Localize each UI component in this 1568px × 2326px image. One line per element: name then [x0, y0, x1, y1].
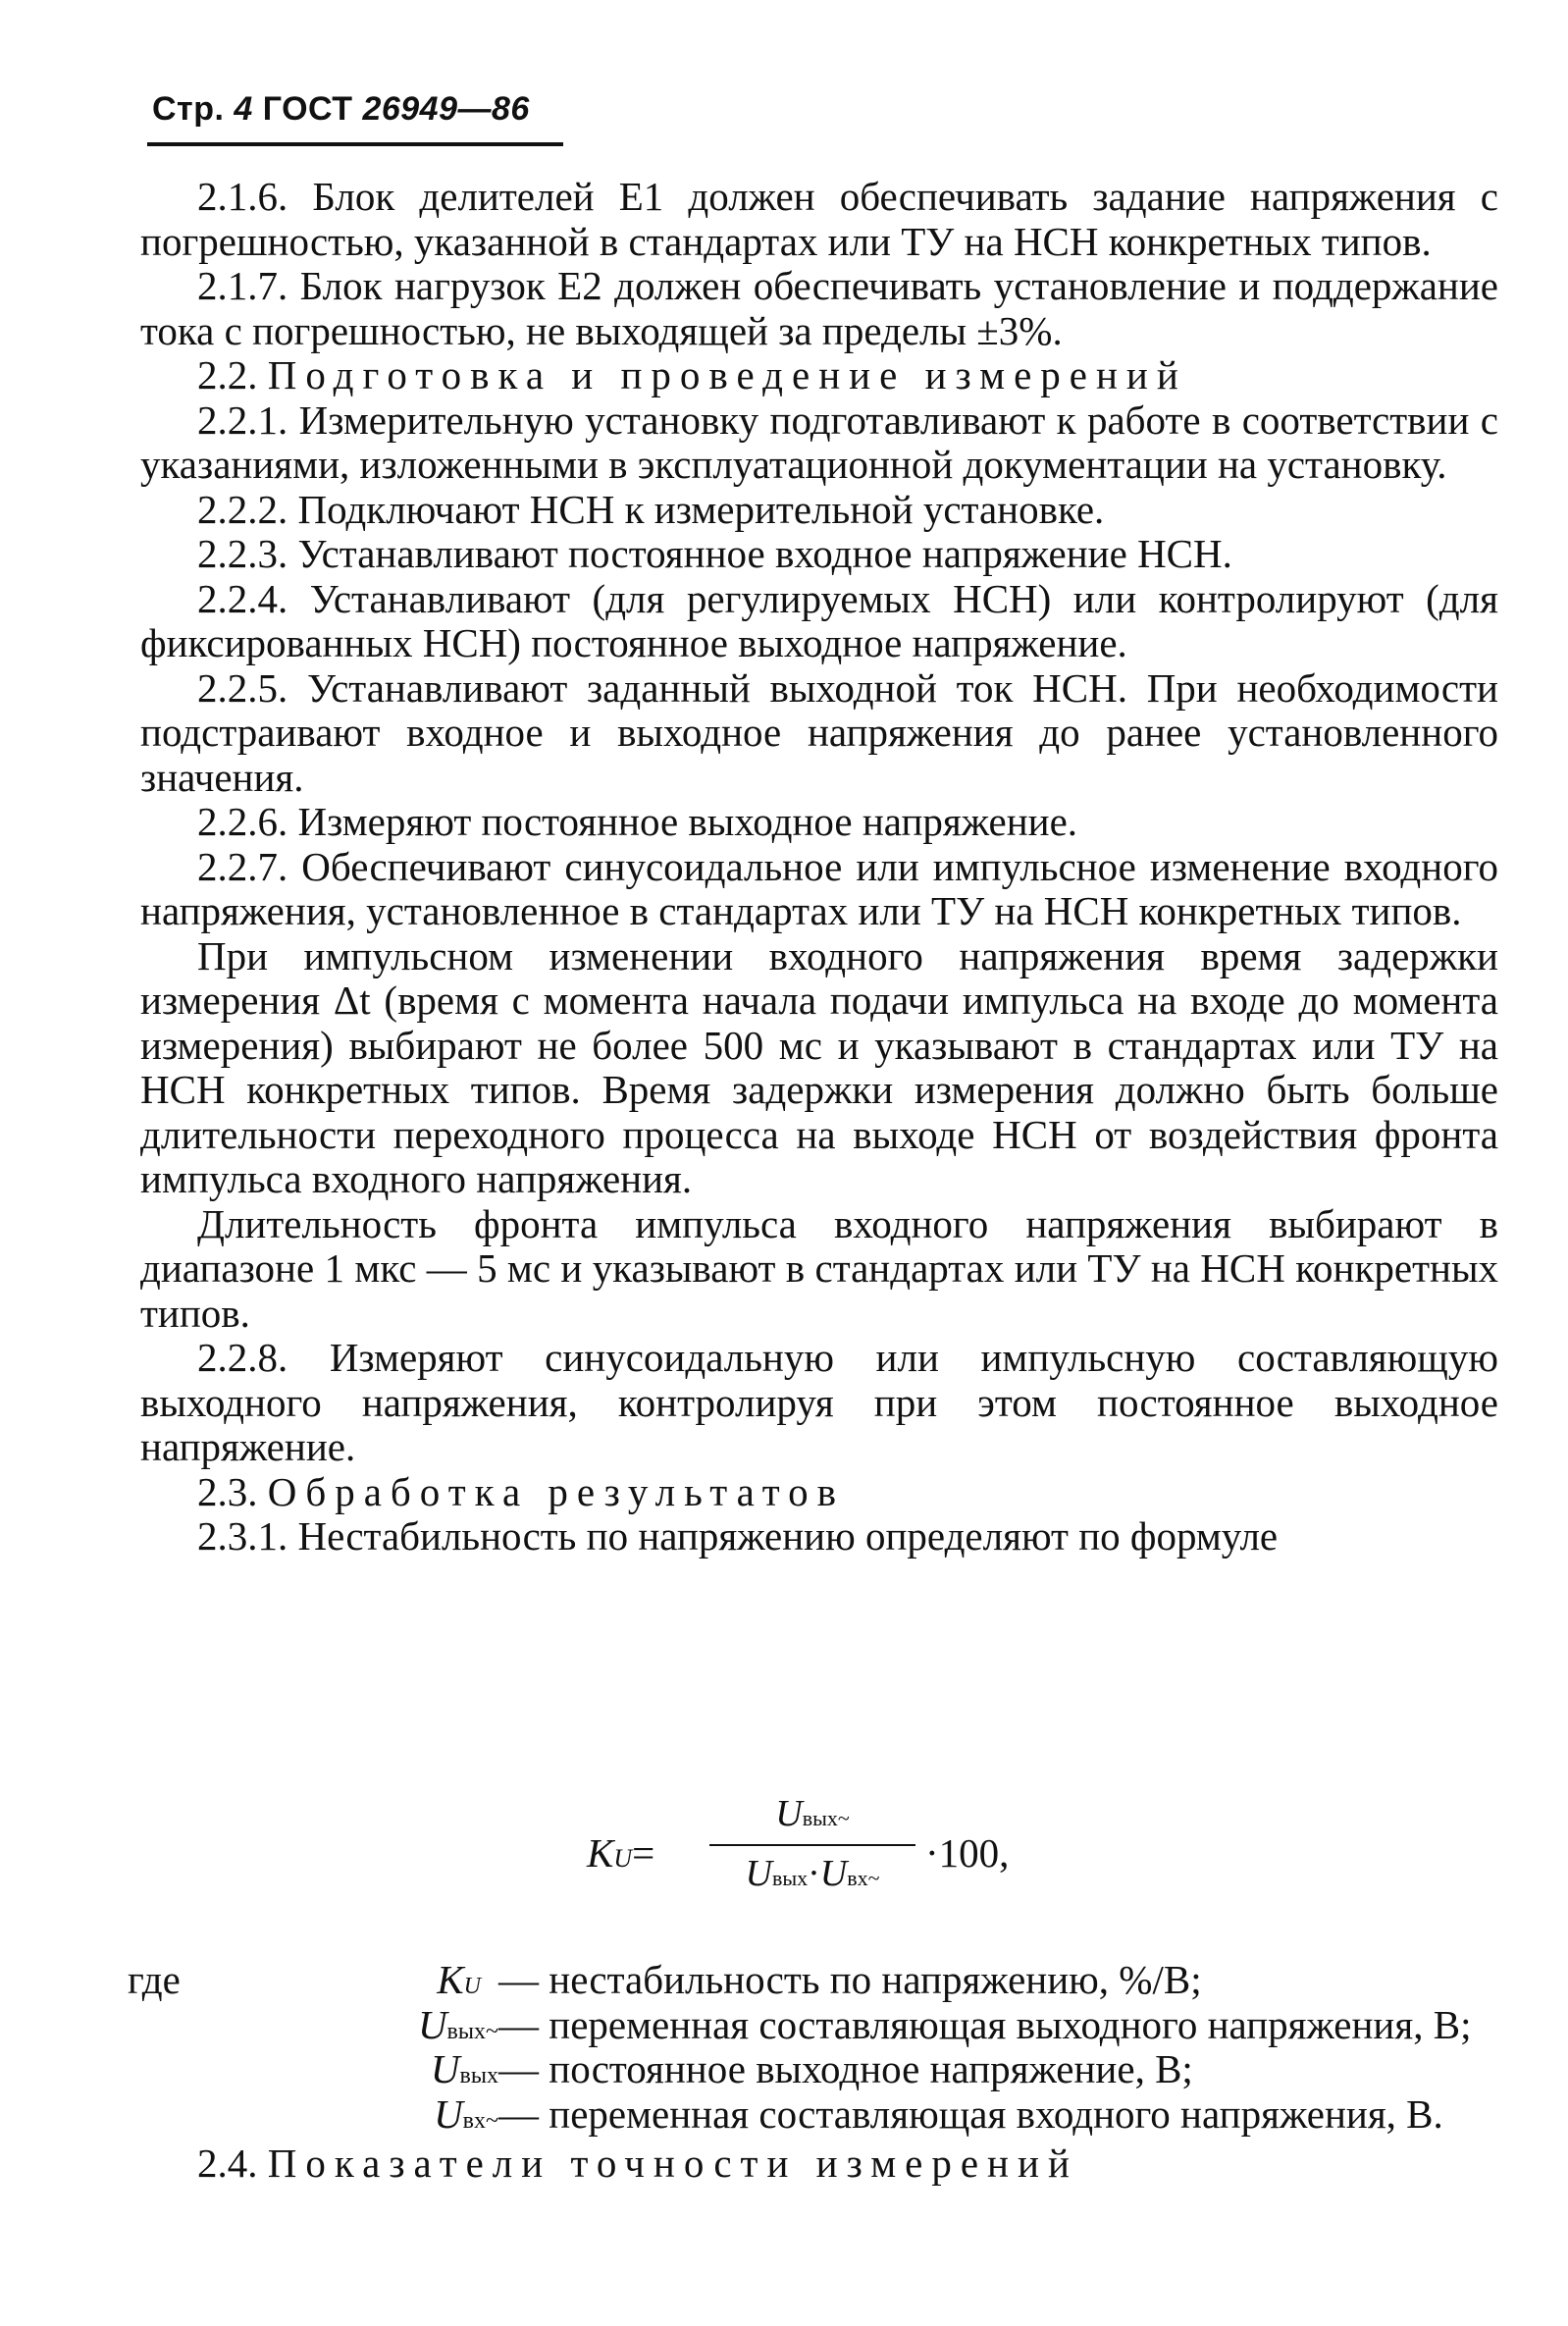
paragraph-2-1-6: 2.1.6. Блок делителей E1 должен обеспечивать задание напряжения с погрешностью, указанной в стандартах или ТУ на НСН конкретных типов. [140, 174, 1498, 264]
legend-text [498, 2003, 1471, 2048]
legend-dash: — [498, 1957, 539, 2002]
legend-dash: — [498, 2001, 539, 2047]
paragraph-2-2-8: 2.2.8. Измеряют синусоидальную или импульсную составляющую выходного напряжения, контролируя при этом постоянное выходное напряжение. [140, 1335, 1498, 1469]
legend-row [128, 2047, 1521, 2092]
section-number: 2.4. [197, 2141, 258, 2186]
formula-numerator [709, 1792, 915, 1840]
section-number: 2.3. [197, 1468, 258, 1514]
standard-code: 26949—86 [362, 90, 530, 128]
formula-denominator [709, 1852, 915, 1900]
legend-text [498, 2047, 1193, 2092]
formula-symbol: K [587, 1830, 614, 1876]
legend-symbol-letter: U [430, 2046, 460, 2091]
legend-symbol-subscript: вых [459, 2063, 498, 2088]
legend-text [498, 1958, 1202, 2003]
legend-symbol-subscript: U [463, 1974, 481, 1999]
legend-symbol-letter: U [417, 2001, 447, 2047]
denominator-symbol-2: U [819, 1853, 848, 1894]
paragraph-2-2-3: 2.2.3. Устанавливают постоянное входное напряжение НСН. [197, 531, 1232, 576]
legend-description: переменная составляющая выходного напряжения, В; [549, 2001, 1472, 2047]
legend-description: переменная составляющая входного напряжения, В. [549, 2090, 1443, 2137]
legend-symbol-subscript: вх~ [462, 2107, 498, 2134]
paragraph-2-2-6: 2.2.6. Измеряют постоянное выходное напряжение. [197, 799, 1078, 844]
paragraph-2-3-1: 2.3.1. Нестабильность по напряжению определяют по формуле [197, 1513, 1279, 1559]
formula-instability [587, 1792, 1136, 1910]
legend-prefix: где [128, 1957, 181, 2002]
numerator-subscript: вых~ [802, 1806, 850, 1830]
legend-row [128, 1958, 1521, 2003]
legend-text [498, 2092, 1443, 2138]
paragraph-2-1-7: 2.1.7. Блок нагрузок E2 должен обеспечивать установление и поддержание тока с погрешностью, не выходящей за пределы ±3%. [140, 263, 1498, 353]
formula-factor: ·100, [925, 1830, 1010, 1876]
numerator-symbol: U [775, 1793, 803, 1834]
legend-row [128, 2003, 1521, 2048]
section-title: Подготовка и проведение измерений [267, 352, 1187, 397]
section-title: Обработка результатов [267, 1468, 846, 1514]
standard-label: ГОСТ [262, 90, 353, 128]
legend-dash: — [498, 2046, 539, 2091]
legend-symbol-subscript: вых~ [446, 2018, 498, 2044]
section-heading-2-4 [140, 2141, 1078, 2187]
paragraph-2-2-1: 2.2.1. Измерительную установку подготавливают к работе в соответствии с указаниями, изложенными в эксплуатационной документации на установку. [140, 396, 1498, 487]
section-number: 2.2. [197, 352, 258, 397]
section-title: Показатели точности измерений [267, 2141, 1078, 2186]
legend-dash: — [498, 2090, 539, 2137]
legend-symbol-letter: K [437, 1957, 464, 2002]
fraction-bar [709, 1844, 915, 1846]
multiply-dot: · [808, 1853, 820, 1894]
legend-description: постоянное выходное напряжение, В; [549, 2046, 1193, 2091]
paragraph-2-2-7: 2.2.7. Обеспечивают синусоидальное или импульсное изменение входного напряжения, установленное в стандартах или ТУ на НСН конкретных типов. [140, 843, 1498, 933]
denominator-symbol-1: U [745, 1853, 772, 1894]
section-heading-2-3 [140, 1470, 1498, 1515]
formula-lhs [587, 1829, 654, 1877]
legend-symbol [434, 2092, 498, 2144]
denominator-subscript-1: вых [771, 1866, 809, 1890]
paragraph-2-2-5: 2.2.5. Устанавливают заданный выходной ток НСН. При необходимости подстраивают входное и выходное напряжения до ранее установленного значения. [140, 664, 1498, 800]
document-body [140, 175, 1498, 1559]
paragraph-2-2-4: 2.2.4. Устанавливают (для регулируемых НСН) или контролируют (для фиксированных НСН) постоянное выходное напряжение. [140, 575, 1498, 665]
page-number: 4 [234, 90, 253, 128]
legend-symbol-letter: U [434, 2090, 463, 2137]
paragraph-2-2-2: 2.2.2. Подключают НСН к измерительной установке. [197, 486, 1105, 532]
section-heading-2-2 [140, 353, 1498, 398]
legend-description: нестабильность по напряжению, %/В; [549, 1957, 1202, 2002]
formula-subscript: U [613, 1844, 633, 1873]
paragraph-front-duration: Длительность фронта импульса входного напряжения выбирают в диапазоне 1 мкс — 5 мс и указывают в стандартах или ТУ на НСН конкретных типов. [140, 1200, 1498, 1336]
header-rule [147, 142, 563, 146]
formula-legend [128, 1958, 1521, 2137]
legend-row [128, 2092, 1521, 2138]
formula-equals: = [632, 1830, 655, 1876]
page-header [152, 90, 530, 129]
page-label: Стр. [152, 90, 225, 128]
formula-fraction [709, 1792, 915, 1900]
denominator-subscript-2: вх~ [847, 1866, 880, 1890]
paragraph-impulse: При импульсном изменении входного напряжения время задержки измерения Δt (время с момента начала подачи импульса на входе до момента измерения) выбирают не более 500 мс и указывают в стандартах или ТУ на НСН конкретных типов. Время задержки измерения должно быть больше длительности переходного процесса на выходе НСН от воздействия фронта импульса входного напряжения. [140, 932, 1498, 1201]
